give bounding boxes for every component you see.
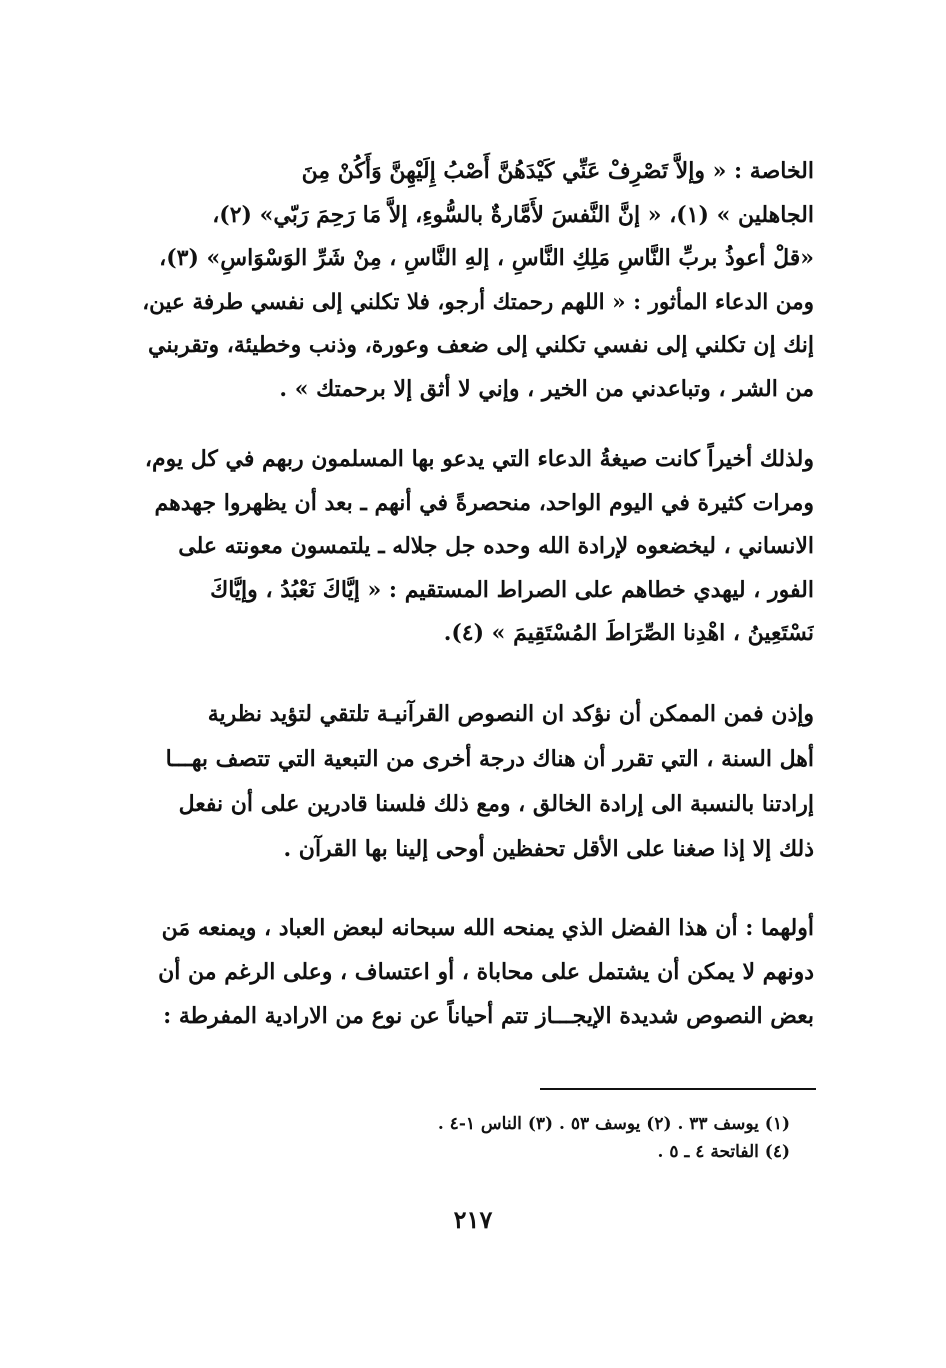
text-line: «قلْ أعوذُ بربِّ النَّاسِ مَلِكِ النَّاسِ ، إلهِ النَّاسِ ، مِنْ شَرِّ الوَسْوَاسِ» (٣)، xyxy=(159,245,814,271)
text-line: الفور ، ليهدي خطاهم على الصراط المستقيم : « إيَّاكَ نَعْبُدُ ، وإيَّاكَ xyxy=(210,576,814,603)
text-line: ومرات كثيرة في اليوم الواحد، منحصرةً في أنهم ـ بعد أن يظهروا جهدهم xyxy=(154,489,814,516)
text-line: الجاهلين » (١)، « إنَّ النَّفسَ لأَمَّارةٌ بالسُّوءِ، إلاَّ مَا رَحِمَ رَبّي» (٢)، xyxy=(212,201,814,228)
text-line: الانساني ، ليخضعوه لإرادة الله وحده جل جلاله ـ يلتمسون معونته على xyxy=(178,533,814,559)
text-line: نَسْتَعِينُ ، اهْدِنا الصِّرَاطَ المُسْتَقِيمَ » (٤). xyxy=(443,620,814,646)
text-line: من الشر ، وتباعدني من الخير ، وإني لا أثق إلا برحمتك » . xyxy=(279,375,814,402)
text-line: إرادتنا بالنسبة الى إرادة الخالق ، ومع ذلك فلسنا قادرين على أن نفعل xyxy=(178,791,814,817)
footnote-divider xyxy=(540,1088,816,1090)
text-line: إنك إن تكلني إلى نفسي تكلني إلى ضعف وعورة، وذنب وخطيئة، وتقربني xyxy=(147,332,814,358)
footnote-line: (١) يوسف ٣٣ . (٢) يوسف ٥٣ . (٣) الناس ١-٤ . xyxy=(437,1114,790,1134)
text-line: ولذلك أخيراً كانت صيغةُ الدعاء التي يدعو بها المسلمون ربهم في كل يوم، xyxy=(144,446,814,472)
text-line: ذلك إلا إذا صغنا على الأقل تحفظين أوحى إلينا بها القرآن . xyxy=(283,836,814,862)
text-line: أولهما : أن هذا الفضل الذي يمنحه الله سبحانه لبعض العباد ، ويمنعه مَن xyxy=(161,915,814,941)
paragraph-3 xyxy=(128,692,814,872)
text-line: دونهم لا يمكن أن يشتمل على محاباة ، أو اعتساف ، وعلى الرغم من أن xyxy=(158,959,814,985)
footnotes xyxy=(300,1110,790,1166)
paragraph-2 xyxy=(128,438,814,656)
text-line: ومن الدعاء المأثور : « اللهم رحمتك أرجو، فلا تكلني إلى نفسي طرفة عين، xyxy=(142,289,814,315)
text-line: الخاصة : « وإلاَّ تَصْرِفْ عَنِّي كَيْدَهُنَّ أَصْبُ إِلَيْهِنَّ وَأَكُنْ مِنَ xyxy=(301,158,814,184)
text-line: وإذن فمن الممكن أن نؤكد ان النصوص القرآنيـة تلتقي لتؤيد نظرية xyxy=(207,701,814,727)
text-line: بعض النصوص شديدة الإيجـــاز تتم أحياناً عن نوع من الارادية المفرطة : xyxy=(163,1003,814,1029)
page-number: ٢١٧ xyxy=(453,1205,493,1234)
text-line: أهل السنة ، التي تقرر أن هناك درجة أخرى من التبعية التي تتصف بهـــا xyxy=(165,746,814,772)
paragraph-4 xyxy=(128,906,814,1038)
paragraph-1 xyxy=(128,150,814,411)
footnote-line: (٤) الفاتحة ٤ ـ ٥ . xyxy=(657,1142,790,1162)
